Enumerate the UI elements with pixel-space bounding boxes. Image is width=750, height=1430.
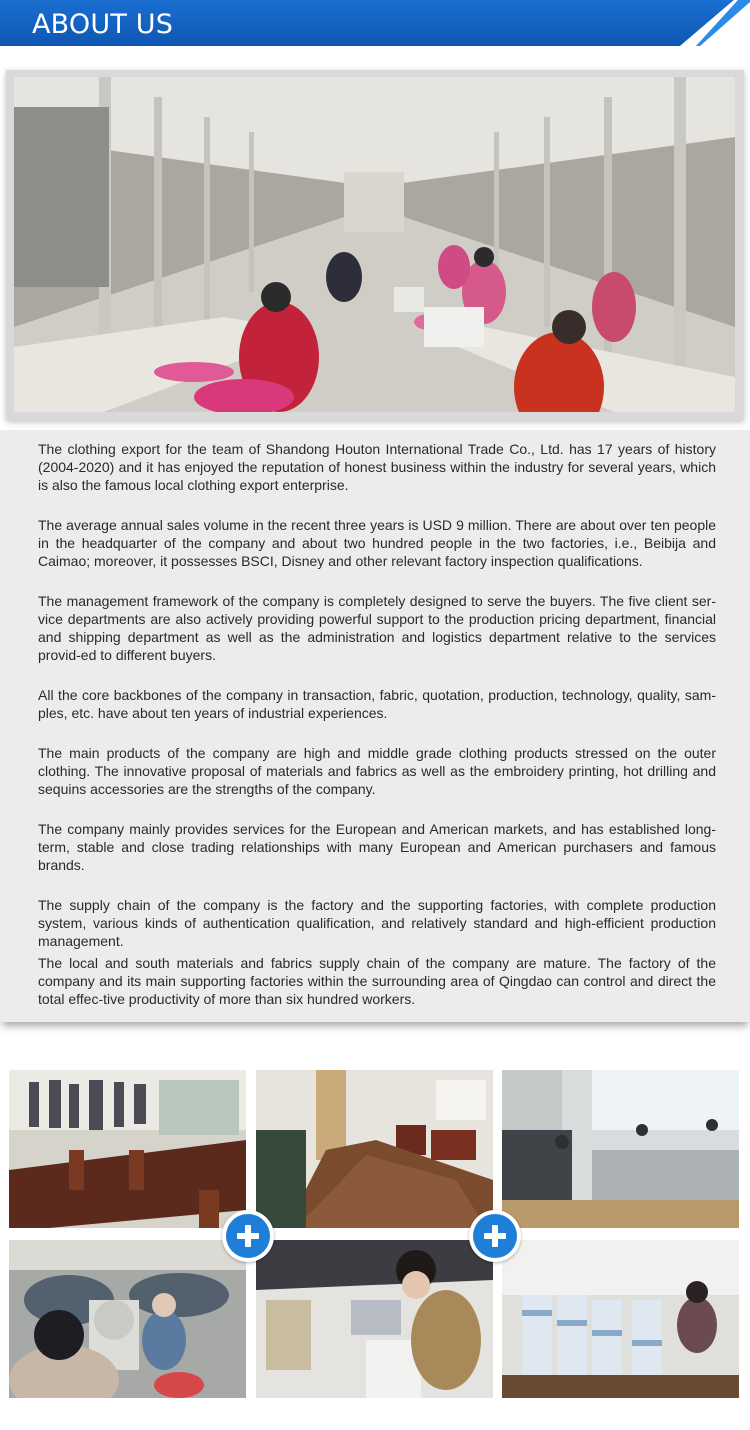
header-banner xyxy=(0,0,750,50)
plus-icon xyxy=(473,1214,517,1258)
packing-photo xyxy=(502,1240,739,1398)
about-paragraph: The company mainly provides services for the European and American markets, and has established long-term, stable and close trading relationships with many European and American purchasers and famous brands. xyxy=(38,821,716,873)
about-paragraph: The local and south materials and fabrics supply chain of the company are mature. The factory of the company and its main supporting factories within the surrounding area of Qingdao can control and direct the total effec-tive productivity of more than six hundred workers. xyxy=(38,955,716,1007)
expand-gallery-button[interactable] xyxy=(469,1210,521,1262)
plus-icon xyxy=(226,1214,270,1258)
about-text-panel xyxy=(0,430,750,1022)
page-title: ABOUT US xyxy=(32,9,174,40)
about-paragraph: The supply chain of the company is the factory and the supporting factories, with complete production system, various kinds of authentication qualification, and relatively standard and high-efficient production management. xyxy=(38,897,716,949)
inspection-photo xyxy=(256,1240,493,1398)
about-paragraph: The clothing export for the team of Shandong Houton International Trade Co., Ltd. has 17 years of history (2004-2020) and it has enjoyed the reputation of honest business within the industry for several years, which is also the famous local clothing export enterprise. xyxy=(38,441,716,493)
about-paragraph: All the core backbones of the company in transaction, fabric, quotation, production, technology, quality, sam-ples, etc. have about ten years of industrial experiences. xyxy=(38,687,716,721)
sewing-workers-photo xyxy=(9,1240,246,1398)
expand-gallery-button[interactable] xyxy=(222,1210,274,1262)
reception-photo xyxy=(256,1070,493,1228)
about-paragraph: The average annual sales volume in the recent three years is USD 9 million. There are about over ten people in the headquarter of the company and about two hundred people in the two factories, i.e., Beibija and Caimao; moreover, it possesses BSCI, Disney and other relevant factory inspection qualifications. xyxy=(38,517,716,569)
hero-photo-frame xyxy=(6,70,744,420)
about-paragraph: The main products of the company are high and middle grade clothing products stressed on the outer clothing. The innovative proposal of materials and fabrics as well as the embroidery printing, hot drilling and sequins accessories are the strengths of the company. xyxy=(38,745,716,797)
office-photo xyxy=(502,1070,739,1228)
factory-workshop-photo xyxy=(14,77,735,412)
showroom-photo xyxy=(9,1070,246,1228)
about-paragraph: The management framework of the company is completely designed to serve the buyers. The five client ser-vice departments are also actively providing powerful support to the production pricing department, financial and shipping department as well as the administration and logistics department relative to the services provid-ed to different buyers. xyxy=(38,593,716,663)
